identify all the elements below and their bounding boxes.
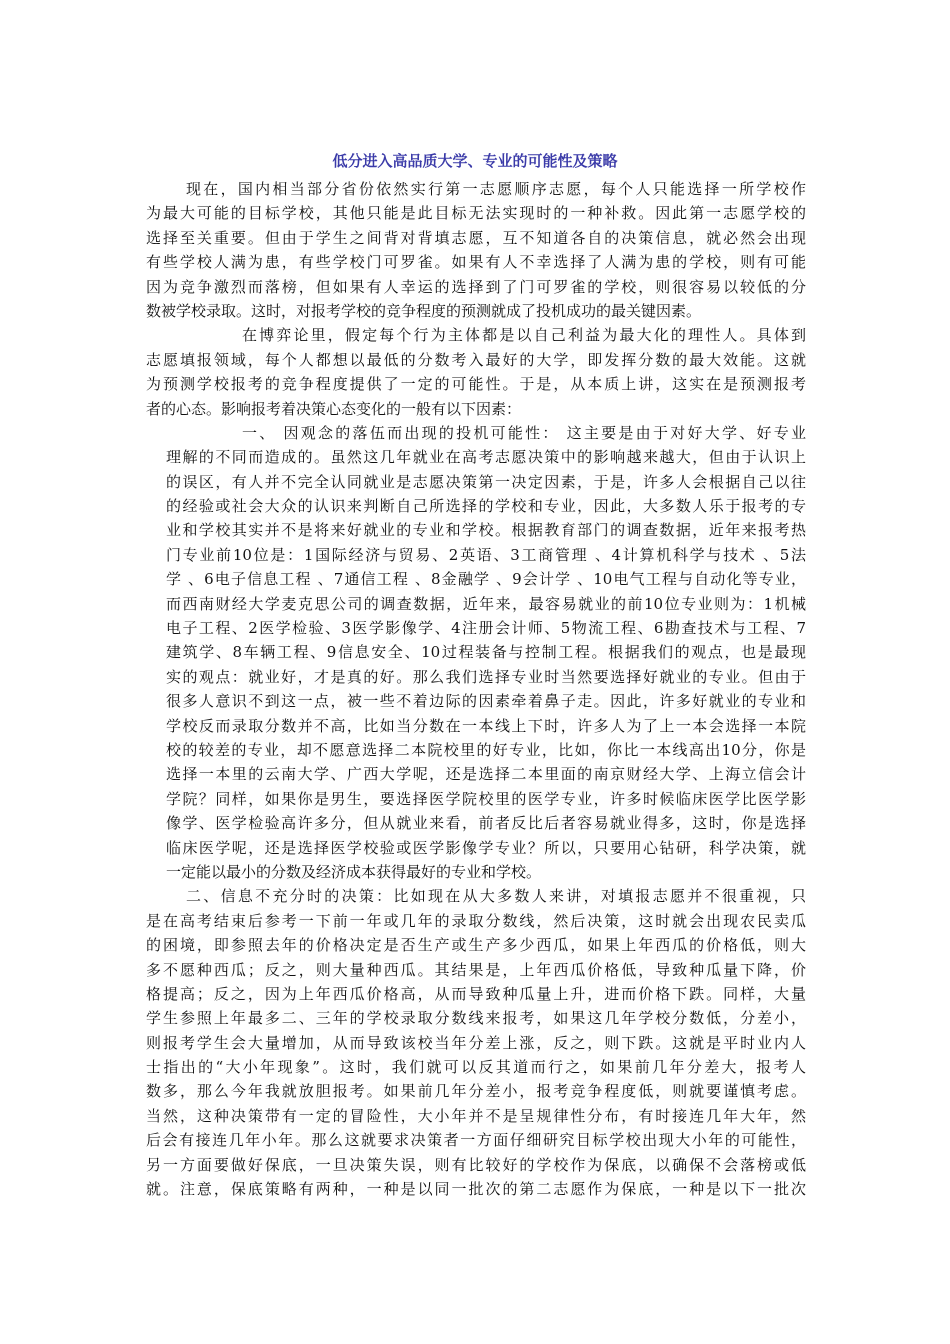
text-line: 一、 因观念的落伍而出现的投机可能性： 这主要是由于对好大学、好专业 [242, 423, 806, 442]
text-line: 士指出的“大小年现象”。这时，我们就可以反其道而行之，如果前几年分差大，报考人 [146, 1058, 806, 1077]
text-line: 的经验或社会大众的认识来判断自己所选择的学校和专业，因此，大多数人乐于报考的专 [166, 497, 806, 516]
document-title: 低分进入高品质大学、专业的可能性及策略 [332, 152, 618, 170]
text-line: 学校反而录取分数并不高，比如当分数在一本线上下时，许多人为了上一本会选择一本院 [166, 716, 806, 735]
text-line: 一定能以最小的分数及经济成本获得最好的专业和学校。 [166, 862, 542, 881]
text-line: 后会有接连几年小年。那么这就要求决策者一方面仔细研究目标学校出现大小年的可能性， [146, 1131, 806, 1150]
text-line: 为预测学校报考的竞争程度提供了一定的可能性。于是，从本质上讲，这实在是预测报考 [146, 375, 806, 394]
text-line: 格提高；反之，因为上年西瓜价格高，从而导致种瓜量上升，进而价格下跌。同样，大量 [146, 984, 806, 1003]
text-line: 临床医学呢，还是选择医学校验或医学影像学专业？所以，只要用心钻研，科学决策，就 [166, 838, 806, 857]
paragraph [146, 323, 806, 421]
text-line: 因为竞争激烈而落榜，但如果有人幸运的选择到了门可罗雀的学校，则很容易以较低的分 [146, 277, 806, 296]
text-line: 数多，那么今年我就放胆报考。如果前几年分差小，报考竞争程度低，则就要谨慎考虑。 [146, 1082, 806, 1101]
paragraph [146, 884, 806, 1201]
text-line: 像学、医学检验高许多分，但从就业来看，前者反比后者容易就业得多，这时，你是选择 [166, 814, 806, 833]
paragraph [146, 421, 806, 884]
text-line: 二、信息不充分时的决策：比如现在从大多数人来讲，对填报志愿并不很重视，只 [186, 887, 806, 906]
text-line: 当然，这种决策带有一定的冒险性，大小年并不是呈规律性分布，有时接连几年大年，然 [146, 1106, 806, 1125]
document-body [146, 177, 806, 1201]
text-line: 实的观点：就业好，才是真的好。那么我们选择专业时当然要选择好就业的专业。但由于 [166, 667, 806, 686]
text-line: 多不愿种西瓜；反之，则大量种西瓜。其结果是，上年西瓜价格低，导致种瓜量下降，价 [146, 960, 806, 979]
text-line: 有些学校人满为患，有些学校门可罗雀。如果有人不幸选择了人满为患的学校，则有可能 [146, 253, 806, 272]
text-line: 理解的不同而造成的。虽然这几年就业在高考志愿决策中的影响越来越大，但由于认识上 [166, 448, 806, 467]
text-line: 学生参照上年最多二、三年的学校录取分数线来报考，如果这几年学校分数低，分差小， [146, 1009, 806, 1028]
text-line: 建筑学、8车辆工程、9信息安全、10过程装备与控制工程。根据我们的观点，也是最现 [166, 643, 806, 662]
text-line: 的困境，即参照去年的价格决定是否生产或生产多少西瓜，如果上年西瓜的价格低，则大 [146, 936, 806, 955]
text-line: 在博弈论里，假定每个行为主体都是以自己利益为最大化的理性人。具体到 [242, 326, 806, 345]
text-line: 志愿填报领域，每个人都想以最低的分数考入最好的大学，即发挥分数的最大效能。这就 [146, 350, 806, 369]
text-line: 就。注意，保底策略有两种，一种是以同一批次的第二志愿作为保底，一种是以下一批次 [146, 1180, 806, 1199]
text-line: 则报考学生会大量增加，从而导致该校当年分差上涨，反之，则下跌。这就是平时业内人 [146, 1033, 806, 1052]
text-line: 者的心态。影响报考着决策心态变化的一般有以下因素： [146, 399, 522, 418]
text-line: 现在，国内相当部分省份依然实行第一志愿顺序志愿，每个人只能选择一所学校作 [186, 180, 806, 198]
text-line: 选择一本里的云南大学、广西大学呢，还是选择二本里面的南京财经大学、上海立信会计 [166, 765, 806, 784]
text-line: 为最大可能的目标学校，其他只能是此目标无法实现时的一种补救。因此第一志愿学校的 [146, 204, 806, 223]
text-line: 数被学校录取。这时，对报考学校的竞争程度的预测就成了投机成功的最关键因素。 [146, 301, 702, 320]
text-line: 选择至关重要。但由于学生之间背对背填志愿，互不知道各自的决策信息，就必然会出现 [146, 228, 806, 247]
text-line: 学院？同样，如果你是男生，要选择医学院校里的医学专业，许多时候临床医学比医学影 [166, 789, 806, 808]
text-line: 校的较差的专业，却不愿意选择二本院校里的好专业，比如，你比一本线高出10分，你是 [166, 740, 806, 759]
text-line: 的误区，有人并不完全认同就业是志愿决策第一决定因素，于是，许多人会根据自己以往 [166, 472, 806, 491]
text-line: 而西南财经大学麦克思公司的调查数据，近年来，最容易就业的前10位专业则为：1机械 [166, 594, 806, 613]
text-line: 电子工程、2医学检验、3医学影像学、4注册会计师、5物流工程、6勘查技术与工程、7 [166, 619, 806, 638]
text-line: 是在高考结束后参考一下前一年或几年的录取分数线，然后决策，这时就会出现农民卖瓜 [146, 911, 806, 930]
text-line: 门专业前10位是：1国际经济与贸易、2英语、3工商管理 、4计算机科学与技术 、5法 [166, 545, 806, 564]
paragraph [146, 177, 806, 323]
text-line: 学 、6电子信息工程 、7通信工程 、8金融学 、9会计学 、10电气工程与自动化等专业， [166, 570, 806, 589]
text-line: 业和学校其实并不是将来好就业的专业和学校。根据教育部门的调查数据，近年来报考热 [166, 521, 806, 540]
text-line: 另一方面要做好保底，一旦决策失误，则有比较好的学校作为保底，以确保不会落榜或低 [146, 1155, 806, 1174]
text-line: 很多人意识不到这一点，被一些不着边际的因素牵着鼻子走。因此，许多好就业的专业和 [166, 692, 806, 711]
